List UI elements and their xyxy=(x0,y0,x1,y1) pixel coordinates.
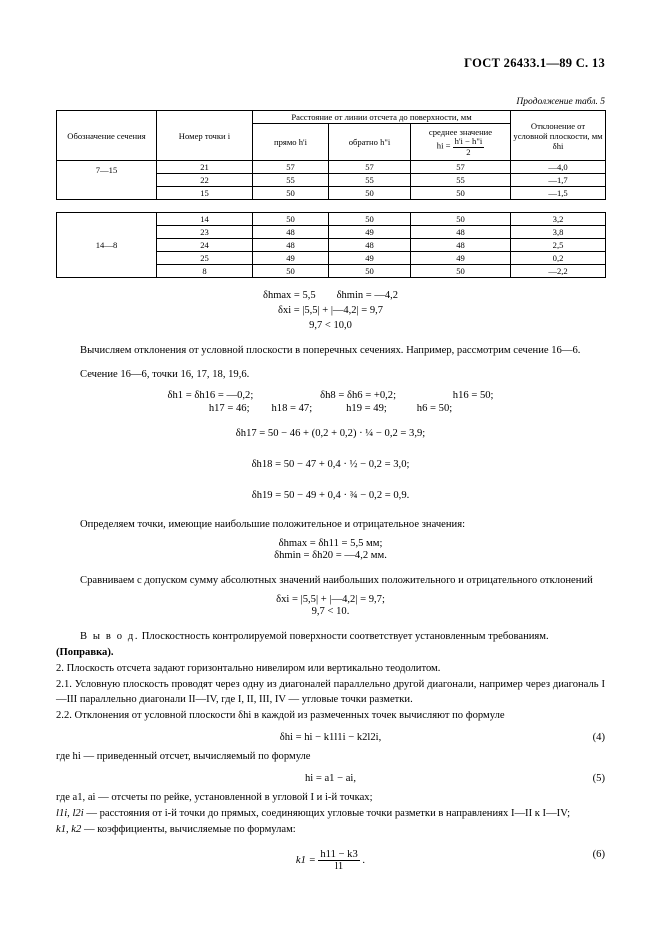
header-mean-fraction xyxy=(453,137,485,156)
equation-6-lhs: k1 = xyxy=(295,855,316,867)
eq-a-right: h16 = 50; xyxy=(452,389,494,401)
cell-mean: 50 xyxy=(411,187,511,200)
header-mean-denominator: 2 xyxy=(466,146,471,157)
page-header: ГОСТ 26433.1—89 С. 13 xyxy=(464,56,605,70)
cell-direct: 49 xyxy=(253,252,329,265)
calc-line-1 xyxy=(56,288,605,303)
eq-a-mid: δh8 = δh6 = +0,2; xyxy=(320,389,397,401)
paragraph-where-a: где a1, ai — отсчеты по рейке, установленной в угловой I и i-й точках; xyxy=(56,792,373,803)
calc-line-3: 9,7 < 10,0 xyxy=(309,320,352,332)
paragraph-item-2-1: 2.1. Условную плоскость проводят через одну из диагоналей параллельно другой диагонали, например через диагональ I—III параллельно диагонали II—IV, где I, II, III, IV — угловые точки разметки. xyxy=(56,678,605,705)
cell-point: 24 xyxy=(157,239,253,252)
equation-min: δhmin = δh20 = —4,2 мм. xyxy=(274,549,387,561)
cell-reverse: 49 xyxy=(329,226,411,239)
equation-row-5 xyxy=(56,773,605,784)
cell-reverse: 50 xyxy=(329,265,411,278)
cell-mean: 50 xyxy=(411,213,511,226)
header-mean-label: среднее значение xyxy=(428,127,493,138)
cell-point: 8 xyxy=(157,265,253,278)
cell-mean: 48 xyxy=(411,226,511,239)
cell-point: 15 xyxy=(157,187,253,200)
equation-6 xyxy=(56,849,605,872)
spacer-cell xyxy=(411,200,511,213)
header-reverse: обратно h"i xyxy=(329,124,411,161)
paragraph-tolerance-compare: Сравниваем с допуском сумму абсолютных значений наибольших положительного и отрицательного отклонений xyxy=(80,574,593,586)
paragraph-where-l xyxy=(56,806,605,821)
calc-min: δhmin = —4,2 xyxy=(336,290,398,301)
cell-deviation: 2,5 xyxy=(511,239,606,252)
table-row xyxy=(57,213,606,226)
equation-6-number: (6) xyxy=(592,849,605,861)
eq-a-left: δh1 = δh16 = —0,2; xyxy=(167,389,254,401)
where-k-text: — коэффициенты, вычисляемые по формулам: xyxy=(83,824,296,836)
table-spacer-row xyxy=(57,200,606,213)
header-mean-numerator: h'i − h"i xyxy=(454,136,483,147)
equation-4: δhi = hi − k1l1i − k2l2i, xyxy=(279,731,382,743)
eq-b-right: h19 = 49; xyxy=(346,402,387,414)
cell-mean: 49 xyxy=(411,252,511,265)
cell-section: 7—15 xyxy=(57,161,157,200)
calc-line-2: δxi = |5,5| + |—4,2| = 9,7 xyxy=(278,305,383,317)
equation-6-tail: . xyxy=(362,855,366,867)
spacer-cell xyxy=(253,200,329,213)
spacer-cell xyxy=(57,200,157,213)
where-l-symbols: l1i, l2i xyxy=(56,808,84,820)
summary-calculation-block xyxy=(56,288,605,334)
equation-5: hi = a1 − ai, xyxy=(304,773,357,784)
paragraph-item-2-2: 2.2. Отклонения от условной плоскости δhi в каждой из размеченных точек вычисляют по формуле xyxy=(56,709,505,721)
cell-deviation: —1,5 xyxy=(511,187,606,200)
cell-direct: 55 xyxy=(253,174,329,187)
equation-sum: δxi = |5,5| + |—4,2| = 9,7; xyxy=(276,593,385,605)
header-section: Обозначение сечения xyxy=(57,111,157,161)
header-direct: прямо h'i xyxy=(253,124,329,161)
equation-5-number: (5) xyxy=(592,773,605,784)
header-distance-group: Расстояние от линии отсчета до поверхности, мм xyxy=(253,111,511,124)
cell-mean: 55 xyxy=(411,174,511,187)
paragraph-where-hi: где hi — приведенный отсчет, вычисляемый по формуле xyxy=(56,750,311,762)
paragraph-section-16-6: Сечение 16—6, точки 16, 17, 18, 19,6. xyxy=(80,368,250,380)
cell-reverse: 57 xyxy=(329,161,411,174)
eq-b-mid: h18 = 47; xyxy=(271,402,313,414)
cell-deviation: —2,2 xyxy=(511,265,606,278)
equation-dh19: δh19 = 50 − 49 + 0,4 · ¾ − 0,2 = 0,9. xyxy=(251,489,410,501)
equation-group-b xyxy=(56,403,605,414)
cell-deviation: 3,2 xyxy=(511,213,606,226)
cell-direct: 50 xyxy=(253,213,329,226)
table-continuation-note: Продолжение табл. 5 xyxy=(516,97,605,107)
equation-4-number: (4) xyxy=(592,731,605,743)
cell-point: 23 xyxy=(157,226,253,239)
cell-direct: 48 xyxy=(253,239,329,252)
equation-sum-check: 9,7 < 10. xyxy=(311,605,350,617)
conclusion-text: Плоскостность контролируемой поверхности соответствует установленным требованиям. xyxy=(141,630,549,642)
paragraph-where-k xyxy=(56,822,605,837)
equation-row-6 xyxy=(56,849,605,872)
header-mean-lhs: hi = xyxy=(436,140,451,151)
paragraph-conclusion xyxy=(56,629,605,644)
spacer-cell xyxy=(329,200,411,213)
cell-direct: 48 xyxy=(253,226,329,239)
cell-mean: 50 xyxy=(411,265,511,278)
cell-point: 14 xyxy=(157,213,253,226)
page-content xyxy=(56,56,605,872)
cell-mean: 57 xyxy=(411,161,511,174)
cell-point: 21 xyxy=(157,161,253,174)
spacer-cell xyxy=(511,200,606,213)
cell-point: 22 xyxy=(157,174,253,187)
cell-mean: 48 xyxy=(411,239,511,252)
equation-6-numerator: h11 − k3 xyxy=(320,849,358,861)
equation-group-a xyxy=(56,390,605,401)
cell-deviation: 3,8 xyxy=(511,226,606,239)
cell-reverse: 55 xyxy=(329,174,411,187)
header-deviation: Отклонение от условной плоскости, мм δhi xyxy=(511,111,606,161)
equation-6-fraction xyxy=(318,849,359,872)
equation-dh18: δh18 = 50 − 47 + 0,4 · ½ − 0,2 = 3,0; xyxy=(251,458,410,470)
paragraph-extremes: Определяем точки, имеющие наибольшие положительное и отрицательное значения: xyxy=(80,518,466,530)
paragraph-item-2: 2. Плоскость отсчета задают горизонтально нивелиром или вертикально теодолитом. xyxy=(56,662,441,674)
calc-max: δhmax = 5,5 xyxy=(263,290,316,301)
where-l-text: — расстояния от i-й точки до прямых, соединяющих угловые точки разметки в направлениях I—II к I—IV; xyxy=(86,808,571,820)
cell-reverse: 48 xyxy=(329,239,411,252)
eq-b-left: h17 = 46; xyxy=(208,402,250,414)
cell-direct: 57 xyxy=(253,161,329,174)
conclusion-label: В ы в о д. xyxy=(80,630,140,642)
spacer-cell xyxy=(157,200,253,213)
cell-deviation: —1,7 xyxy=(511,174,606,187)
cell-direct: 50 xyxy=(253,187,329,200)
cell-direct: 50 xyxy=(253,265,329,278)
paragraph-amendment xyxy=(56,645,605,660)
cell-section: 14—8 xyxy=(57,213,157,278)
equation-dh17: δh17 = 50 − 46 + (0,2 + 0,2) · ¼ − 0,2 = 3,9; xyxy=(235,427,426,439)
eq-b-right2: h6 = 50; xyxy=(416,402,453,414)
cell-deviation: —4,0 xyxy=(511,161,606,174)
amendment-label: (Поправка). xyxy=(56,646,114,658)
cell-reverse: 49 xyxy=(329,252,411,265)
where-k-symbols: k1, k2 xyxy=(56,824,82,836)
paragraph-transverse-sections: Вычисляем отклонения от условной плоскости в поперечных сечениях. Например, рассмотрим сечение 16—6. xyxy=(80,344,581,356)
equation-row-4 xyxy=(56,732,605,743)
table-header-row-1 xyxy=(57,111,606,124)
cell-point: 25 xyxy=(157,252,253,265)
cell-deviation: 0,2 xyxy=(511,252,606,265)
table-row xyxy=(57,161,606,174)
header-point-number: Номер точки i xyxy=(157,111,253,161)
equation-6-denominator: l1 xyxy=(334,861,344,873)
measurements-table-wrapper xyxy=(56,110,605,278)
cell-reverse: 50 xyxy=(329,213,411,226)
header-mean xyxy=(411,124,511,161)
measurements-table xyxy=(56,110,606,278)
cell-reverse: 50 xyxy=(329,187,411,200)
equation-max: δhmax = δh11 = 5,5 мм; xyxy=(278,537,383,549)
